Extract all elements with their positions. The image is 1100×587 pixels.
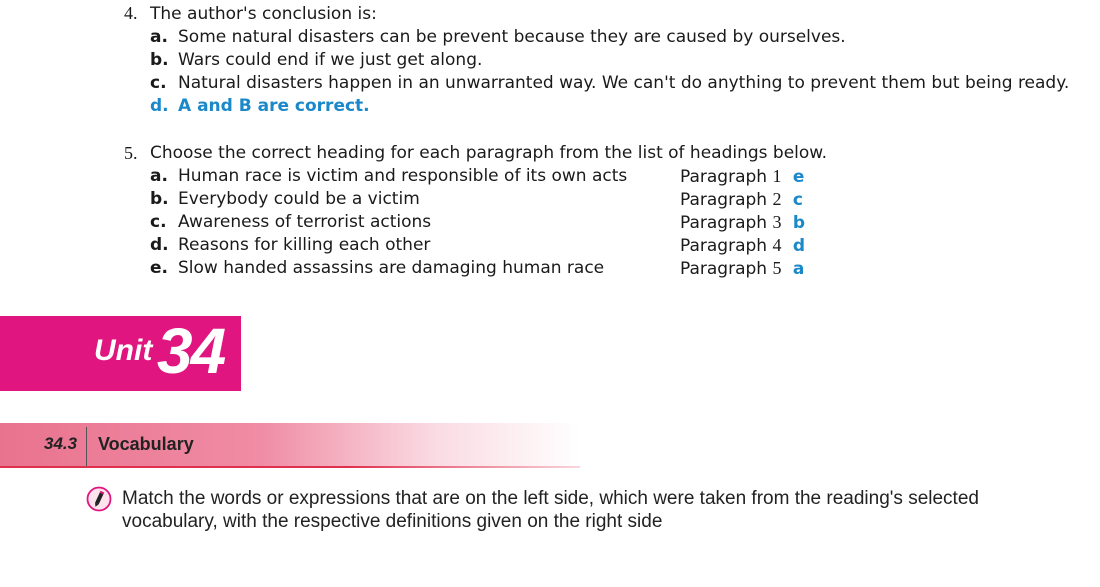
heading-letter: d. — [150, 235, 169, 255]
heading-text: Slow handed assassins are damaging human race — [178, 258, 605, 278]
paragraph-answer: c — [792, 190, 803, 210]
heading-b — [150, 189, 420, 209]
paragraph-label: Paragraph — [680, 259, 768, 279]
paragraph-number: 1 — [772, 166, 782, 186]
heading-a — [150, 166, 627, 186]
paragraph-4-row — [680, 235, 805, 256]
heading-e — [150, 258, 604, 278]
question-5-number: 5. — [124, 143, 138, 163]
section-header-band — [0, 423, 580, 466]
paragraph-answer: a — [792, 259, 805, 279]
question-5-stem: Choose the correct heading for each paragraph from the list of headings below. — [150, 143, 828, 163]
section-number: 34.3 — [44, 434, 78, 453]
paragraph-5-row — [680, 258, 804, 279]
option-letter: c. — [150, 73, 167, 93]
pencil-icon — [86, 486, 112, 512]
option-text: Wars could end if we just get along. — [178, 50, 483, 70]
paragraph-1-row — [680, 166, 804, 187]
option-text: Natural disasters happen in an unwarranted way. We can't do anything to prevent them but being ready. — [178, 73, 1070, 93]
paragraph-label: Paragraph — [680, 190, 768, 210]
instruction-text: Match the words or expressions that are on the left side, which were taken from the reading's selected vocabulary, with the respective definitions given on the right side — [122, 488, 979, 532]
question-4-number: 4. — [124, 3, 138, 23]
paragraph-number: 4 — [772, 235, 782, 255]
unit-label: Unit — [94, 334, 153, 367]
paragraph-number: 2 — [772, 189, 782, 209]
paragraph-label: Paragraph — [680, 236, 768, 256]
section-divider — [86, 427, 87, 466]
section-title: Vocabulary — [98, 434, 194, 454]
paragraph-label: Paragraph — [680, 167, 768, 187]
section-header-underline — [0, 466, 580, 468]
paragraph-answer: b — [792, 213, 806, 233]
heading-letter: e. — [150, 258, 168, 278]
paragraph-label: Paragraph — [680, 213, 768, 233]
heading-c — [150, 212, 431, 232]
option-letter: a. — [150, 27, 168, 47]
question-4-option-b — [150, 50, 482, 70]
heading-d — [150, 235, 430, 255]
question-4-option-c — [150, 73, 1069, 93]
option-letter: d. — [150, 96, 169, 116]
heading-letter: b. — [150, 189, 169, 209]
question-4-option-d-answer — [150, 96, 370, 116]
paragraph-number: 3 — [772, 212, 782, 232]
paragraph-answer: d — [792, 236, 806, 256]
paragraph-number: 5 — [772, 258, 782, 278]
heading-letter: a. — [150, 166, 168, 186]
heading-letter: c. — [150, 212, 167, 232]
unit-number: 34 — [157, 315, 225, 387]
question-4-option-a — [150, 27, 846, 47]
paragraph-answer: e — [792, 167, 805, 187]
heading-text: Reasons for killing each other — [178, 235, 431, 255]
heading-text: Everybody could be a victim — [178, 189, 420, 209]
heading-text: Human race is victim and responsible of its own acts — [178, 166, 628, 186]
option-text: A and B are correct. — [178, 96, 370, 116]
paragraph-2-row — [680, 189, 803, 210]
question-4-stem: The author's conclusion is: — [150, 4, 377, 24]
option-letter: b. — [150, 50, 169, 70]
paragraph-3-row — [680, 212, 805, 233]
heading-text: Awareness of terrorist actions — [178, 212, 432, 232]
option-text: Some natural disasters can be prevent because they are caused by ourselves. — [178, 27, 846, 47]
